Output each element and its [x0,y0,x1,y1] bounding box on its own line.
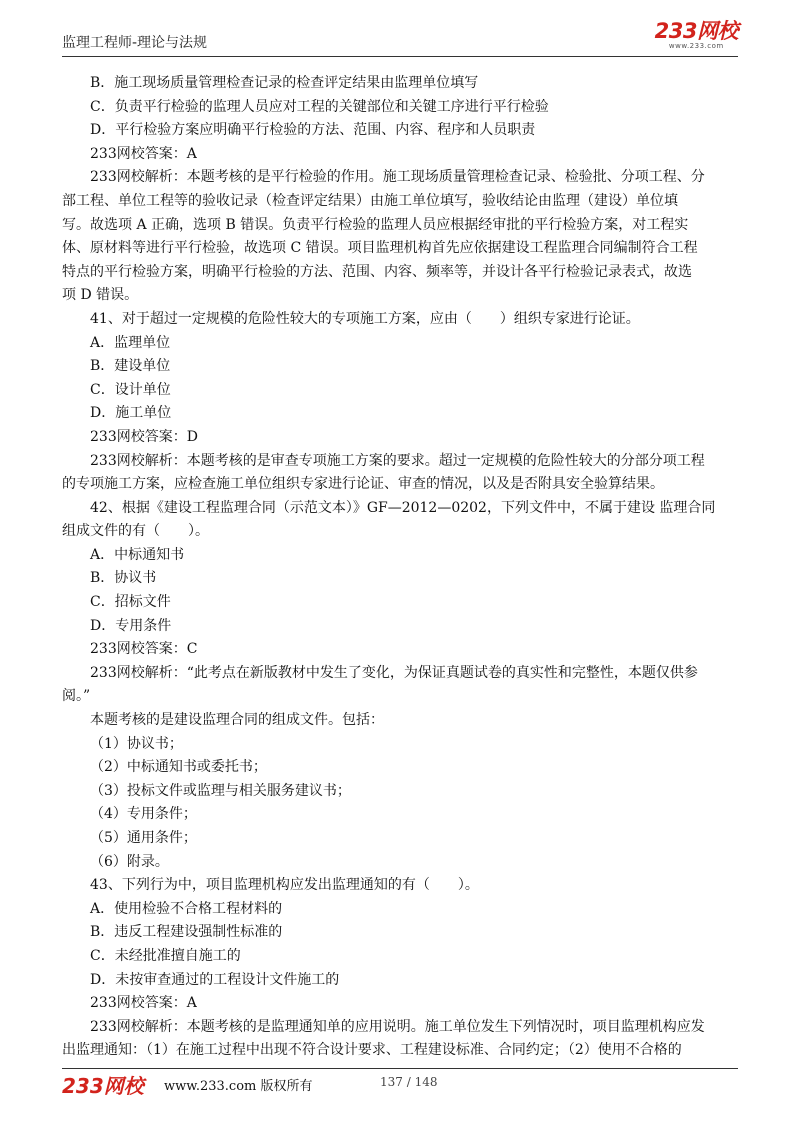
analysis-line: 233网校解析：“此考点在新版教材中发生了变化，为保证真题试卷的真实性和完整性，本题仅供参 [90,664,698,681]
document-body [62,72,738,1063]
text-line: 出监理通知：（1）在施工过程中出现不符合设计要求、工程建设标准、合同约定；（2）使用不合格的 [62,1042,682,1059]
question-43: 43、下列行为中，项目监理机构应发出监理通知的有（ ）。 [90,877,479,894]
option-line: D．施工单位 [90,405,172,422]
text-line: 特点的平行检验方案，明确平行检验的方法、范围、内容、频率等，并设计各平行检验记录表式，故选 [62,263,692,280]
option-line: B．协议书 [90,570,157,587]
text-line: C．负责平行检验的监理人员应对工程的关键部位和关键工序进行平行检验 [90,98,549,115]
logo-url: www.233.com [668,42,724,50]
analysis-line: 233网校解析：本题考核的是审查专项施工方案的要求。超过一定规模的危险性较大的分部分项工程 [90,452,705,469]
document-title: 监理工程师-理论与法规 [62,35,208,51]
option-line: A．使用检验不合格工程材料的 [90,900,283,917]
option-line: A．中标通知书 [90,546,185,563]
option-line: C．招标文件 [90,594,171,611]
text-line: 本题考核的是建设监理合同的组成文件。包括： [90,712,384,729]
text-line: 写。故选项 A 正确，选项 B 错误。负责平行检验的监理人员应根据经审批的平行检验方案，对工程实 [62,216,689,233]
text-line: 阅。” [62,688,91,705]
analysis-line: 233网校解析：本题考核的是平行检验的作用。施工现场质量管理检查记录、检验批、分项工程、分 [90,169,705,186]
list-item: （5）通用条件； [90,830,197,846]
footer-logo: 233网校 [62,1074,144,1098]
page-footer [62,1068,738,1099]
text-line: 组成文件的有（ ）。 [62,523,209,540]
question-42: 42、根据《建设工程监理合同（示范文本）》GF—2012—0202，下列文件中，不属于建设 监理合同 [90,499,716,516]
page-number: 137 / 148 [380,1075,438,1089]
text-line: 项 D 错误。 [62,287,139,304]
option-line: B．违反工程建设强制性标准的 [90,924,283,941]
answer-line: 233网校答案：C [90,641,198,658]
list-item: （2）中标通知书或委托书； [90,759,267,776]
text-line: 的专项施工方案，应检查施工单位组织专家进行论证、审查的情况，以及是否附具安全验算结果。 [62,476,664,493]
text-line: 体、原材料等进行平行检验，故选项 C 错误。项目监理机构首先应依据建设工程监理合同编制符合工程 [62,240,698,257]
text-line: B．施工现场质量管理检查记录的检查评定结果由监理单位填写 [90,75,479,91]
logo-text: 233网校 [654,19,738,43]
option-line: B．建设单位 [90,358,171,375]
answer-line: 233网校答案：D [90,428,198,445]
list-item: （1）协议书； [90,735,183,752]
answer-line: 233网校答案：A [90,995,197,1012]
question-41: 41、对于超过一定规模的危险性较大的专项施工方案，应由（ ）组织专家进行论证。 [90,310,640,327]
text-line: 部工程、单位工程等的验收记录（检查评定结果）由施工单位填写，验收结论由监理（建设）单位填 [62,192,678,209]
option-line: A．监理单位 [90,334,171,351]
list-item: （6）附录。 [90,853,169,870]
option-line: D．未按审查通过的工程设计文件施工的 [90,971,340,988]
list-item: （3）投标文件或监理与相关服务建议书； [90,782,351,799]
text-line: D．平行检验方案应明确平行检验的方法、范围、内容、程序和人员职责 [90,122,536,139]
copyright-text: www.233.com 版权所有 [164,1079,313,1094]
option-line: C．未经批准擅自施工的 [90,947,241,964]
page-header [62,20,738,57]
list-item: （4）专用条件； [90,806,197,823]
analysis-line: 233网校解析：本题考核的是监理通知单的应用说明。施工单位发生下列情况时，项目监理机构应发 [90,1018,705,1035]
answer-line: 233网校答案：A [90,145,197,162]
option-line: C．设计单位 [90,381,171,398]
brand-logo [655,20,738,50]
option-line: D．专用条件 [90,617,172,634]
